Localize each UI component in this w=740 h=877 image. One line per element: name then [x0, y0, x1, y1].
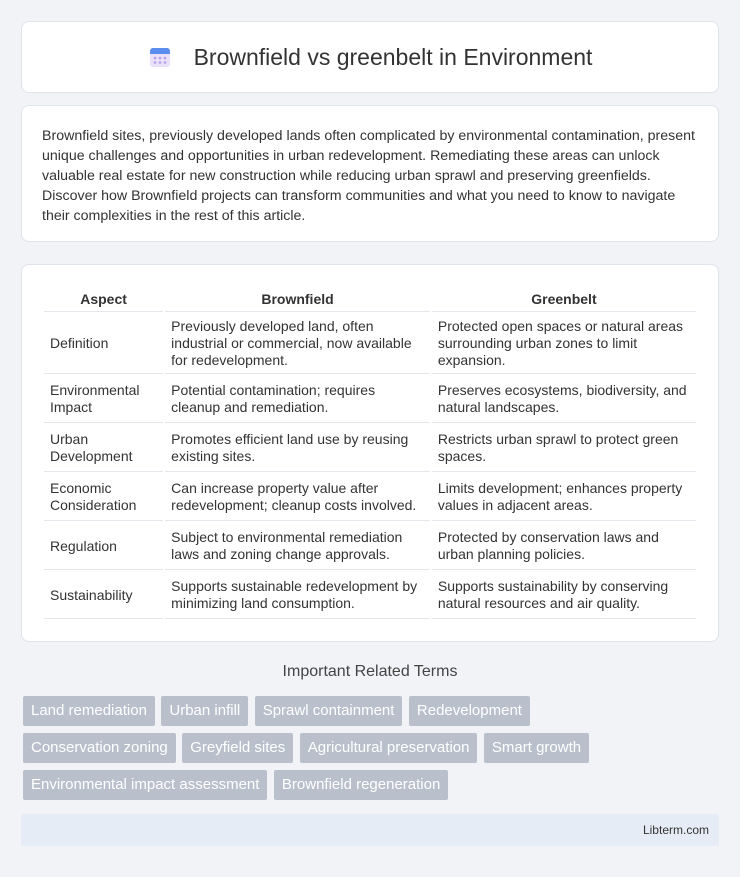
- term-tag[interactable]: Brownfield regeneration: [274, 770, 448, 800]
- header-card: [21, 21, 719, 93]
- header-aspect: Aspect: [44, 287, 163, 312]
- intro-text: Brownfield sites, previously developed lands often complicated by environmental contamination, present unique challenges and opportunities in urban redevelopment. Remediating these areas can unlock valuable real estate for new construction while reducing urban sprawl and preserving greenfields. Discover how Brownfield projects can transform communities and what you need to know to navigate their complexities in the rest of this article.: [42, 128, 695, 224]
- related-terms-title: Important Related Terms: [282, 663, 458, 680]
- header-greenbelt: Greenbelt: [432, 287, 696, 312]
- row-aspect: Urban Development: [44, 425, 163, 472]
- row-brownfield: Can increase property value after redevelopment; cleanup costs involved.: [165, 474, 430, 521]
- row-greenbelt: Supports sustainability by conserving natural resources and air quality.: [432, 572, 696, 619]
- term-tag[interactable]: Agricultural preservation: [300, 733, 478, 763]
- row-greenbelt: Limits development; enhances property values in adjacent areas.: [432, 474, 696, 521]
- table-row: [44, 425, 696, 472]
- header-brownfield: Brownfield: [165, 287, 430, 312]
- row-brownfield: Previously developed land, often industrial or commercial, now available for redevelopment.: [165, 314, 430, 374]
- comparison-table: [42, 285, 698, 621]
- row-brownfield: Supports sustainable redevelopment by minimizing land consumption.: [165, 572, 430, 619]
- term-tag[interactable]: Land remediation: [23, 696, 155, 726]
- row-brownfield: Potential contamination; requires cleanup and remediation.: [165, 376, 430, 423]
- row-greenbelt: Restricts urban sprawl to protect green spaces.: [432, 425, 696, 472]
- row-aspect: Definition: [44, 314, 163, 374]
- row-greenbelt: Preserves ecosystems, biodiversity, and natural landscapes.: [432, 376, 696, 423]
- table-row: [44, 572, 696, 619]
- row-aspect: Environmental Impact: [44, 376, 163, 423]
- row-brownfield: Promotes efficient land use by reusing existing sites.: [165, 425, 430, 472]
- table-header-row: [44, 287, 696, 312]
- term-tag[interactable]: Greyfield sites: [182, 733, 293, 763]
- row-greenbelt: Protected open spaces or natural areas surrounding urban zones to limit expansion.: [432, 314, 696, 374]
- term-tag[interactable]: Sprawl containment: [255, 696, 403, 726]
- calendar-icon: [148, 45, 172, 69]
- row-brownfield: Subject to environmental remediation laws and zoning change approvals.: [165, 523, 430, 570]
- table-row: [44, 376, 696, 423]
- term-tag[interactable]: Smart growth: [484, 733, 589, 763]
- footer-site-link[interactable]: Libterm.com: [642, 823, 709, 837]
- comparison-card: [21, 264, 719, 642]
- row-aspect: Sustainability: [44, 572, 163, 619]
- page-title: Brownfield vs greenbelt in Environment: [193, 43, 593, 70]
- intro-card: [21, 105, 719, 242]
- table-row: [44, 523, 696, 570]
- term-tag[interactable]: Environmental impact assessment: [23, 770, 267, 800]
- table-row: [44, 314, 696, 374]
- table-row: [44, 474, 696, 521]
- term-tag[interactable]: Urban infill: [161, 696, 248, 726]
- term-tag[interactable]: Redevelopment: [409, 696, 530, 726]
- row-greenbelt: Protected by conservation laws and urban planning policies.: [432, 523, 696, 570]
- row-aspect: Regulation: [44, 523, 163, 570]
- related-terms-list: [23, 696, 723, 807]
- row-aspect: Economic Consideration: [44, 474, 163, 521]
- footer: [21, 814, 719, 846]
- term-tag[interactable]: Conservation zoning: [23, 733, 176, 763]
